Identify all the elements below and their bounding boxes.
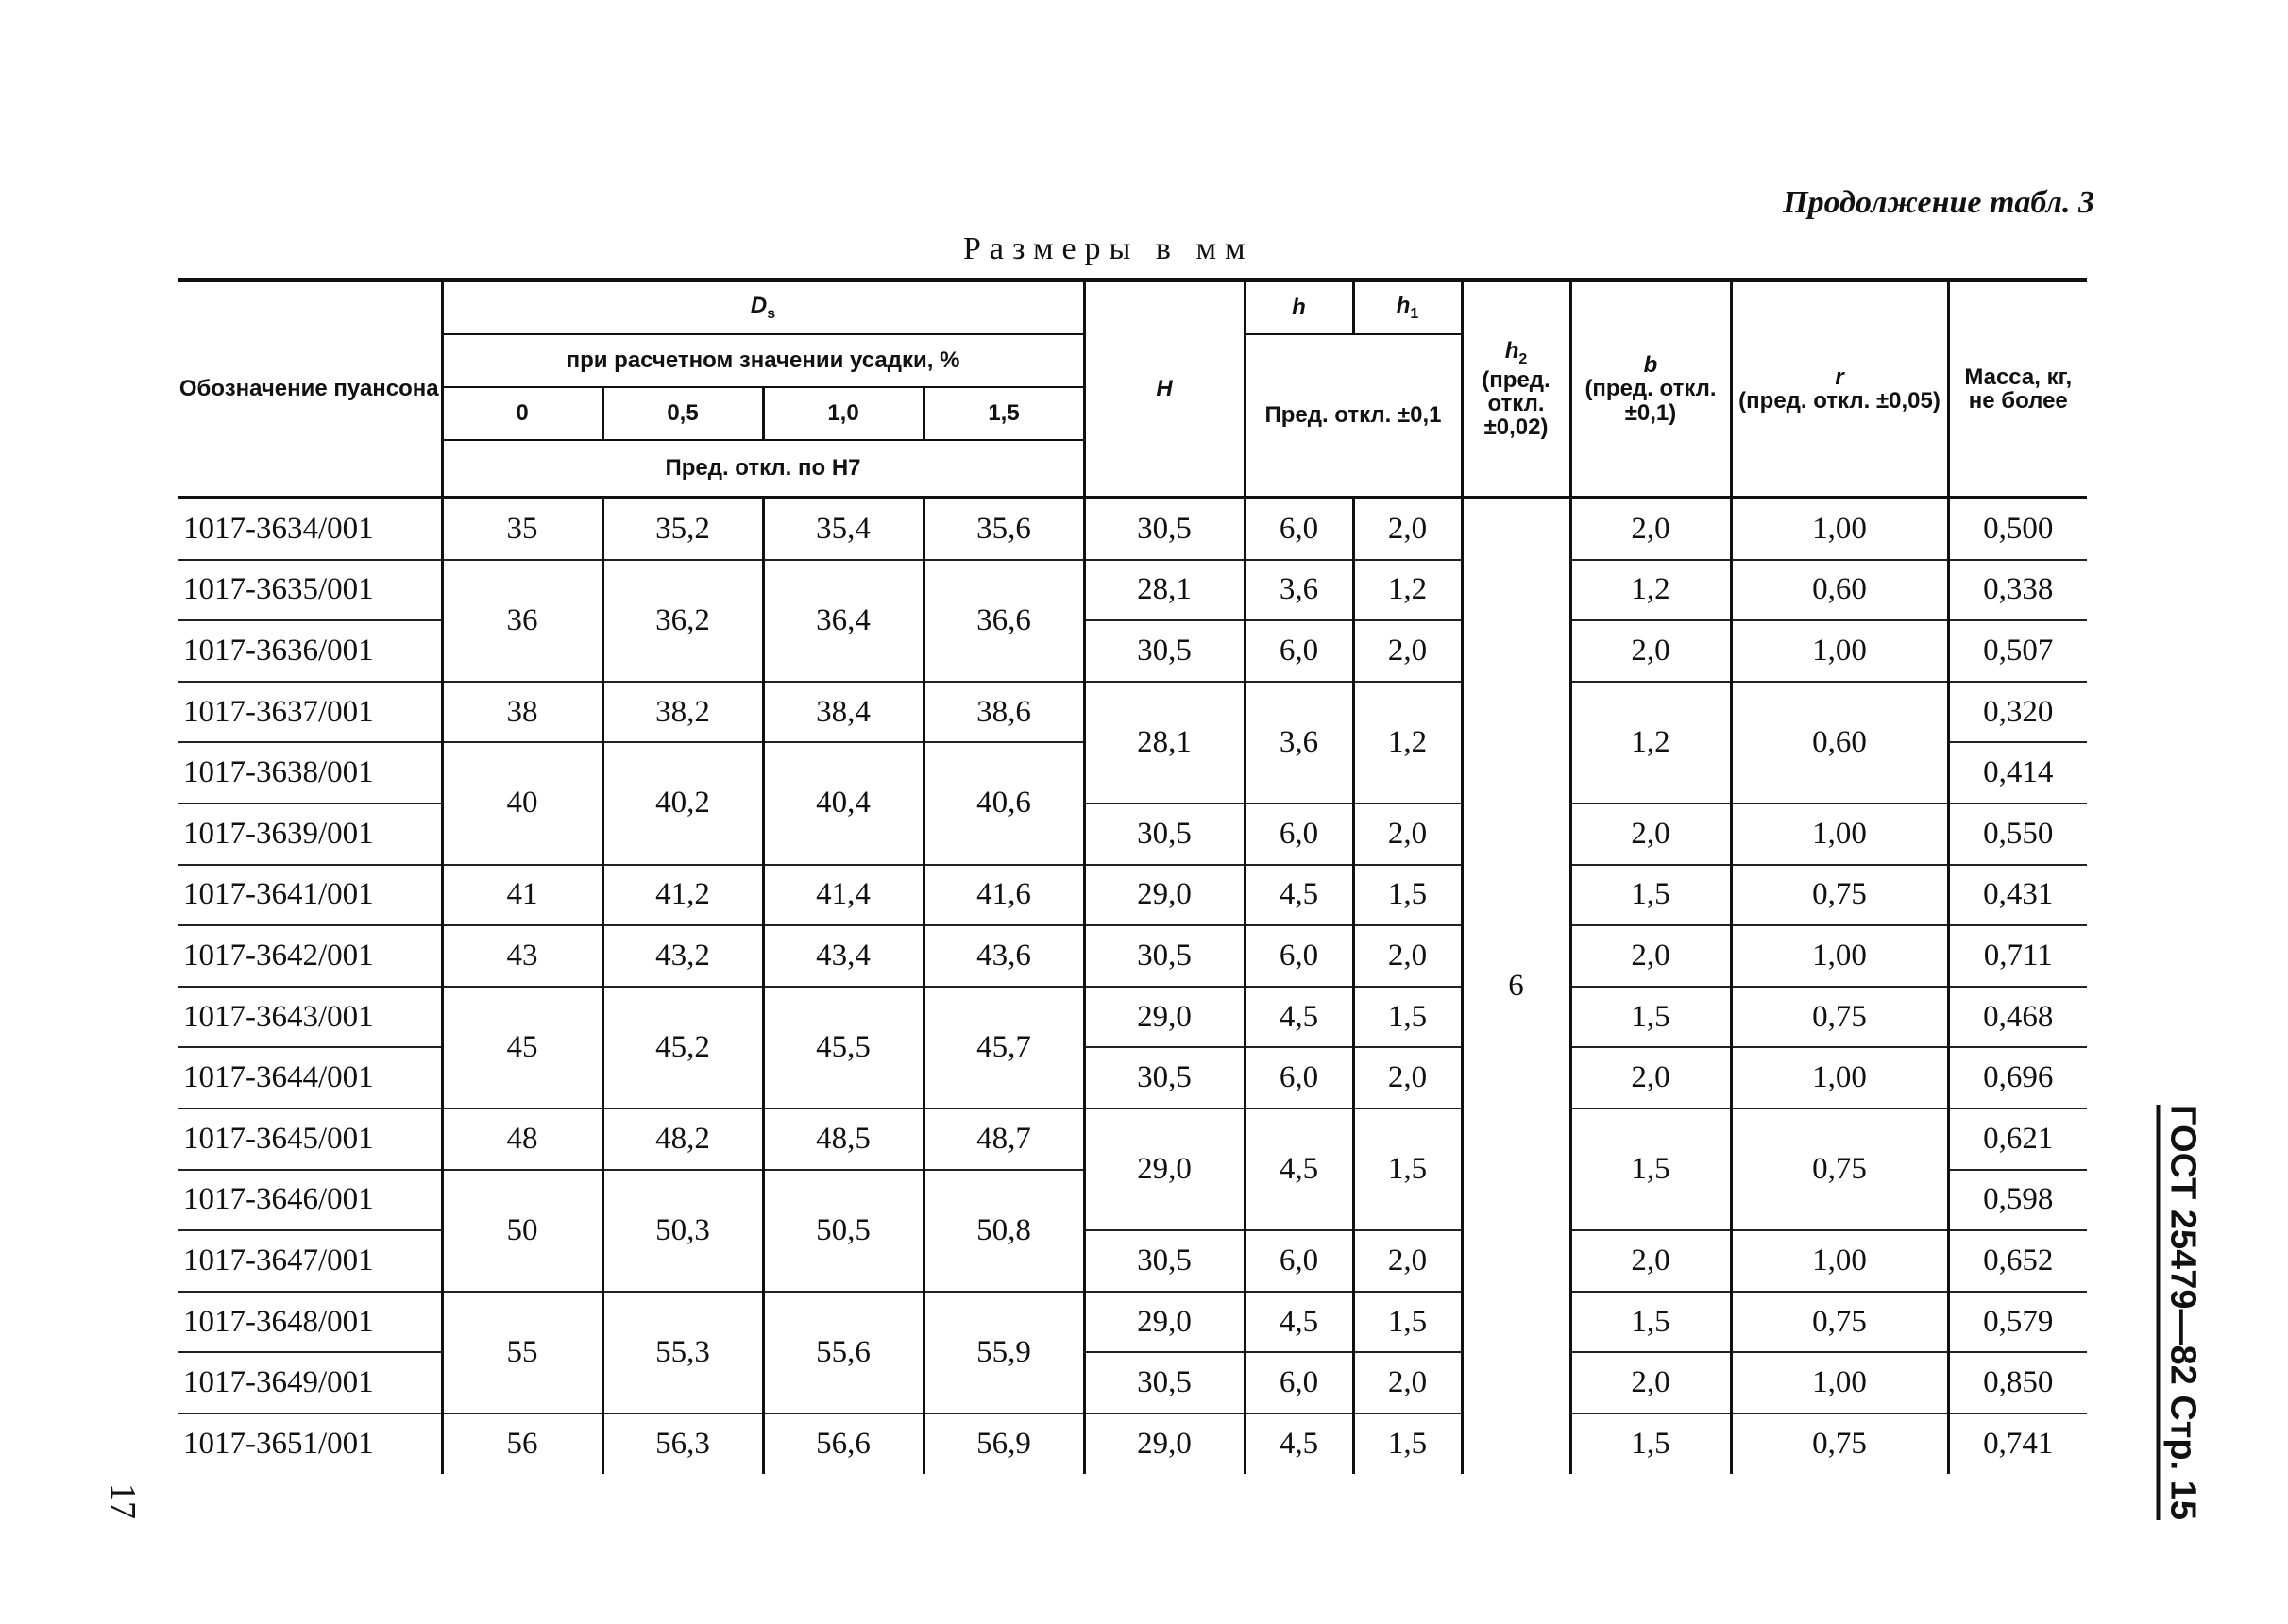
mass-cell: 0,711 [1948,925,2087,987]
designation-cell: 1017-3638/001 [178,742,442,804]
shrinkage-1-0: 1,0 [763,387,924,440]
r-cell: 0,75 [1731,1108,1948,1230]
designation-cell: 1017-3641/001 [178,865,442,926]
r-cell: 0,75 [1731,865,1948,926]
ds-sub: s [767,305,776,322]
b-cell: 2,0 [1570,925,1731,987]
H-cell: 30,5 [1084,1352,1245,1413]
designation-cell: 1017-3647/001 [178,1230,442,1292]
mass-cell: 0,500 [1948,498,2087,560]
r-cell: 1,00 [1731,1352,1948,1413]
H-cell: 29,0 [1084,865,1245,926]
table-header [178,280,2087,499]
mass-cell: 0,621 [1948,1108,2087,1170]
r-cell: 1,00 [1731,1047,1948,1108]
page-number-text: 17 [103,1483,143,1519]
ds-0-5-cell: 41,2 [602,865,763,926]
designation-cell: 1017-3645/001 [178,1108,442,1170]
header-h: h [1245,280,1353,335]
designation-cell: 1017-3642/001 [178,925,442,987]
ds-0-5-cell: 55,3 [602,1292,763,1413]
h-cell: 6,0 [1245,1352,1353,1413]
ds-0-5-cell: 50,3 [602,1170,763,1292]
ds-0-5-cell: 40,2 [602,742,763,864]
ds-1-5-cell: 48,7 [924,1108,1084,1170]
h1-cell: 2,0 [1353,925,1462,987]
ds-1-0-cell: 56,6 [763,1413,924,1474]
h1-cell: 1,5 [1353,1108,1462,1230]
table-row [178,1108,2087,1170]
header-ds [442,280,1084,335]
mass-cell: 0,652 [1948,1230,2087,1292]
ds-1-0-cell: 35,4 [763,498,924,560]
b-cell: 1,5 [1570,1108,1731,1230]
h-cell: 4,5 [1245,865,1353,926]
b-cell: 2,0 [1570,804,1731,865]
h1-cell: 2,0 [1353,1352,1462,1413]
ds-1-0-cell: 45,5 [763,987,924,1108]
ds-1-5-cell: 45,7 [924,987,1084,1108]
h1-cell: 2,0 [1353,1047,1462,1108]
r-cell: 0,75 [1731,1413,1948,1474]
H-cell: 30,5 [1084,498,1245,560]
b-cell: 2,0 [1570,620,1731,682]
page-number [102,1480,144,1522]
r-cell: 1,00 [1731,620,1948,682]
h1-cell: 1,2 [1353,560,1462,621]
ds-0-cell: 36 [442,560,602,682]
mass-cell: 0,507 [1948,620,2087,682]
h1-cell: 1,5 [1353,1292,1462,1353]
ds-0-cell: 56 [442,1413,602,1474]
ds-0-cell: 38 [442,682,602,743]
designation-cell: 1017-3648/001 [178,1292,442,1353]
header-shrinkage: при расчетном значении усадки, % [442,334,1084,387]
mass-cell: 0,598 [1948,1170,2087,1231]
header-h-tolerance: Пред. откл. ±0,1 [1245,334,1462,498]
ds-1-0-cell: 41,4 [763,865,924,926]
H-cell: 30,5 [1084,804,1245,865]
header-h1 [1353,280,1462,335]
h1-sub: 1 [1410,305,1419,322]
ds-1-5-cell: 38,6 [924,682,1084,743]
b-cell: 1,2 [1570,560,1731,621]
r-cell: 1,00 [1731,498,1948,560]
ds-1-0-cell: 50,5 [763,1170,924,1292]
H-cell: 29,0 [1084,987,1245,1048]
H-cell: 29,0 [1084,1292,1245,1353]
table-row [178,1292,2087,1353]
H-cell: 28,1 [1084,560,1245,621]
mass-cell: 0,579 [1948,1292,2087,1353]
ds-1-0-cell: 38,4 [763,682,924,743]
ds-0-cell: 45 [442,987,602,1108]
r-cell: 0,75 [1731,1292,1948,1353]
ds-1-0-cell: 36,4 [763,560,924,682]
gost-label: ГОСТ 25479—82 Стр. 15 [2157,1105,2203,1520]
h2-sub: 2 [1518,350,1528,367]
header-b [1570,280,1731,499]
shrinkage-0: 0 [442,387,602,440]
ds-1-0-cell: 55,6 [763,1292,924,1413]
designation-cell: 1017-3636/001 [178,620,442,682]
h-cell: 6,0 [1245,1047,1353,1108]
designation-cell: 1017-3644/001 [178,1047,442,1108]
h-cell: 6,0 [1245,498,1353,560]
b-tolerance: (пред. откл. ±0,1) [1585,376,1717,426]
H-cell: 30,5 [1084,1230,1245,1292]
H-cell: 30,5 [1084,1047,1245,1108]
mass-cell: 0,550 [1948,804,2087,865]
H-cell: 29,0 [1084,1108,1245,1230]
header-designation: Обозначение пуансона [178,376,439,402]
ds-0-cell: 48 [442,1108,602,1170]
h1-letter: h [1396,292,1411,318]
designation-cell: 1017-3646/001 [178,1170,442,1231]
designation-cell: 1017-3649/001 [178,1352,442,1413]
mass-cell: 0,696 [1948,1047,2087,1108]
table-row [178,865,2087,926]
r-cell: 0,75 [1731,987,1948,1048]
h1-cell: 2,0 [1353,498,1462,560]
designation-cell: 1017-3637/001 [178,682,442,743]
mass-cell: 0,414 [1948,742,2087,804]
r-cell: 0,60 [1731,682,1948,804]
r-letter: r [1835,364,1844,390]
b-cell: 2,0 [1570,1230,1731,1292]
h1-cell: 2,0 [1353,1230,1462,1292]
H-cell: 29,0 [1084,1413,1245,1474]
H-cell: 28,1 [1084,682,1245,804]
table-row [178,987,2087,1048]
b-cell: 2,0 [1570,1352,1731,1413]
h1-cell: 1,5 [1353,1413,1462,1474]
ds-0-5-cell: 56,3 [602,1413,763,1474]
ds-1-5-cell: 40,6 [924,742,1084,864]
b-cell: 2,0 [1570,498,1731,560]
header-H: H [1084,280,1245,499]
designation-cell: 1017-3634/001 [178,498,442,560]
table-row [178,560,2087,621]
h-cell: 6,0 [1245,1230,1353,1292]
h2-cell: 6 [1462,498,1570,1474]
header-ds-tolerance: Пред. откл. по H7 [442,440,1084,498]
h-cell: 4,5 [1245,987,1353,1048]
mass-cell: 0,741 [1948,1413,2087,1474]
ds-1-5-cell: 50,8 [924,1170,1084,1292]
ds-1-0-cell: 43,4 [763,925,924,987]
designation-cell: 1017-3635/001 [178,560,442,621]
shrinkage-0-5: 0,5 [602,387,763,440]
ds-0-5-cell: 48,2 [602,1108,763,1170]
ds-1-5-cell: 55,9 [924,1292,1084,1413]
h1-cell: 2,0 [1353,620,1462,682]
b-cell: 1,5 [1570,1292,1731,1353]
h2-tolerance: (пред. откл. ±0,02) [1482,366,1551,440]
H-cell: 30,5 [1084,925,1245,987]
r-cell: 1,00 [1731,804,1948,865]
table-row [178,682,2087,743]
ds-0-cell: 41 [442,865,602,926]
ds-0-5-cell: 35,2 [602,498,763,560]
designation-cell: 1017-3639/001 [178,804,442,865]
mass-cell: 0,320 [1948,682,2087,743]
ds-0-5-cell: 43,2 [602,925,763,987]
ds-1-5-cell: 36,6 [924,560,1084,682]
h-cell: 4,5 [1245,1108,1353,1230]
b-cell: 2,0 [1570,1047,1731,1108]
ds-0-cell: 35 [442,498,602,560]
r-cell: 1,00 [1731,1230,1948,1292]
ds-0-cell: 40 [442,742,602,864]
designation-cell: 1017-3643/001 [178,987,442,1048]
h-cell: 6,0 [1245,925,1353,987]
h1-cell: 1,5 [1353,865,1462,926]
ds-1-0-cell: 40,4 [763,742,924,864]
h-cell: 4,5 [1245,1292,1353,1353]
mass-cell: 0,431 [1948,865,2087,926]
b-letter: b [1643,352,1658,379]
b-cell: 1,2 [1570,682,1731,804]
h1-cell: 2,0 [1353,804,1462,865]
ds-1-5-cell: 35,6 [924,498,1084,560]
punch-dimensions-table [178,278,2087,1474]
r-cell: 1,00 [1731,925,1948,987]
table-row [178,498,2087,560]
h1-cell: 1,2 [1353,682,1462,804]
header-h2 [1462,280,1570,499]
shrinkage-1-5: 1,5 [924,387,1084,440]
side-stamp [2161,1104,2203,1521]
ds-0-cell: 50 [442,1170,602,1292]
ds-0-cell: 43 [442,925,602,987]
ds-1-5-cell: 41,6 [924,865,1084,926]
table-row [178,925,2087,987]
b-cell: 1,5 [1570,1413,1731,1474]
h-cell: 3,6 [1245,682,1353,804]
h-cell: 6,0 [1245,620,1353,682]
ds-letter: D [750,292,768,318]
h-cell: 4,5 [1245,1413,1353,1474]
table-row [178,1413,2087,1474]
ds-0-cell: 55 [442,1292,602,1413]
h-cell: 6,0 [1245,804,1353,865]
ds-0-5-cell: 36,2 [602,560,763,682]
ds-0-5-cell: 45,2 [602,987,763,1108]
r-cell: 0,60 [1731,560,1948,621]
b-cell: 1,5 [1570,865,1731,926]
r-tolerance: (пред. откл. ±0,05) [1738,388,1941,414]
header-r [1731,280,1948,499]
mass-cell: 0,468 [1948,987,2087,1048]
ds-1-5-cell: 43,6 [924,925,1084,987]
b-cell: 1,5 [1570,987,1731,1048]
h1-cell: 1,5 [1353,987,1462,1048]
table-body [178,498,2087,1474]
ds-1-0-cell: 48,5 [763,1108,924,1170]
h2-letter: h [1504,337,1519,364]
H-cell: 30,5 [1084,620,1245,682]
mass-cell: 0,338 [1948,560,2087,621]
h-cell: 3,6 [1245,560,1353,621]
ds-1-5-cell: 56,9 [924,1413,1084,1474]
continuation-label: Продолжение табл. 3 [1783,185,2094,220]
mass-cell: 0,850 [1948,1352,2087,1413]
ds-0-5-cell: 38,2 [602,682,763,743]
designation-cell: 1017-3651/001 [183,1426,374,1461]
header-mass: Масса, кг, не более [1948,280,2087,499]
units-label: Размеры в мм [963,231,1254,266]
